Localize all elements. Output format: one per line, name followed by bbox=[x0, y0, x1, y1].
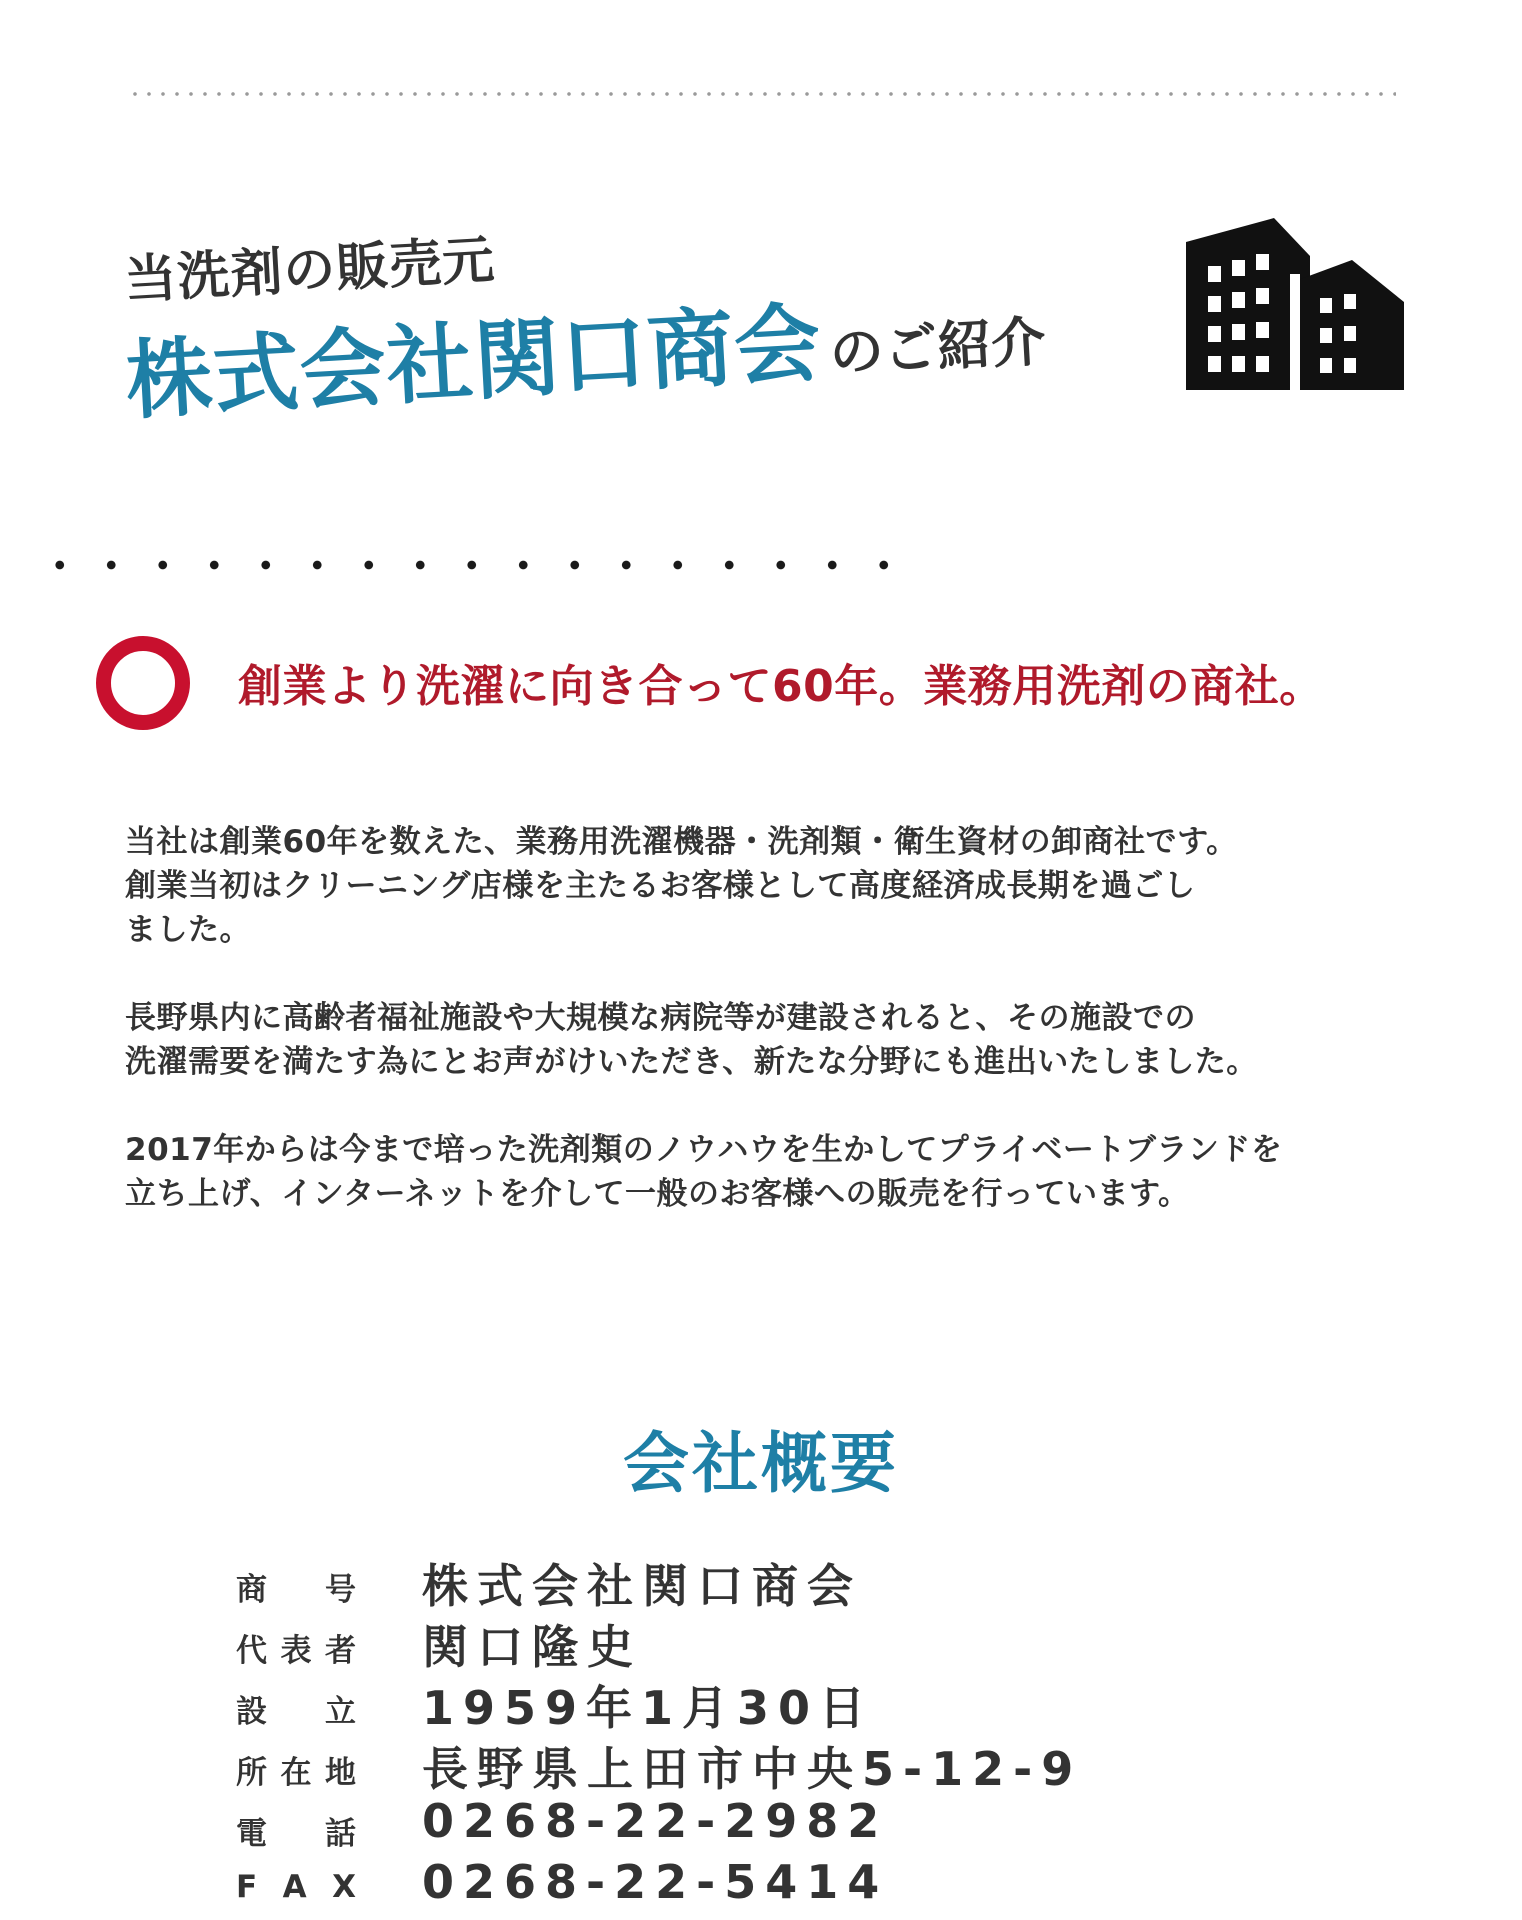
info-row-representative bbox=[236, 1611, 1336, 1672]
intro-line: 洗濯需要を満たす為にとお声がけいただき、新たな分野にも進出いたしました。 bbox=[125, 1044, 1258, 1080]
intro-line: ました。 bbox=[125, 912, 251, 948]
info-label: F A X bbox=[236, 1869, 356, 1905]
info-row-phone bbox=[236, 1794, 1336, 1855]
info-label: 商 号 bbox=[236, 1572, 356, 1608]
intro-line: 立ち上げ、インターネットを介して一般のお客様への販売を行っています。 bbox=[125, 1176, 1190, 1212]
info-row-address bbox=[236, 1733, 1336, 1794]
title-suffix: のご紹介 bbox=[827, 309, 1048, 385]
intro-line: 2017年からは今まで培った洗剤類のノウハウを生かしてプライベートブランドを bbox=[125, 1132, 1283, 1168]
top-dotted-divider bbox=[128, 92, 1396, 96]
title-line-1: 当洗剤の販売元 bbox=[122, 230, 497, 311]
dotted-separator bbox=[34, 558, 924, 572]
info-label: 所 在 地 bbox=[236, 1755, 356, 1791]
intro-paragraph-3 bbox=[125, 1128, 1455, 1216]
info-row-established bbox=[236, 1672, 1336, 1733]
info-value: 株式会社関口商会 bbox=[422, 1559, 862, 1613]
info-label: 電 話 bbox=[236, 1816, 356, 1852]
info-label: 代 表 者 bbox=[236, 1633, 356, 1669]
title-company-name: 株式会社関口商会 bbox=[123, 293, 824, 433]
info-value: 1959年1月30日 bbox=[422, 1681, 875, 1735]
intro-paragraph-2 bbox=[125, 996, 1455, 1084]
info-row-company-name bbox=[236, 1550, 1336, 1611]
ring-icon bbox=[96, 636, 190, 730]
info-label: 設 立 bbox=[236, 1694, 356, 1730]
info-value: 関口隆史 bbox=[422, 1620, 642, 1674]
overview-title: 会社概要 bbox=[623, 1425, 899, 1502]
info-value: 0268-22-2982 bbox=[422, 1794, 889, 1848]
info-value: 長野県上田市中央5-12-9 bbox=[422, 1742, 1083, 1796]
intro-line: 長野県内に高齢者福祉施設や大規模な病院等が建設されると、その施設での bbox=[125, 1000, 1196, 1036]
company-info-table bbox=[236, 1550, 1336, 1916]
page-title bbox=[117, 165, 1128, 450]
building-icon bbox=[1186, 218, 1404, 390]
info-row-fax bbox=[236, 1855, 1336, 1916]
intro-line: 当社は創業60年を数えた、業務用洗濯機器・洗剤類・衛生資材の卸商社です。 bbox=[125, 824, 1238, 860]
info-value: 0268-22-5414 bbox=[422, 1855, 889, 1909]
intro-paragraph-1 bbox=[125, 820, 1455, 952]
intro-line: 創業当初はクリーニング店様を主たるお客様として高度経済成長期を過ごし bbox=[125, 868, 1196, 904]
headline: 創業より洗濯に向き合って60年。業務用洗剤の商社。 bbox=[238, 661, 1324, 712]
